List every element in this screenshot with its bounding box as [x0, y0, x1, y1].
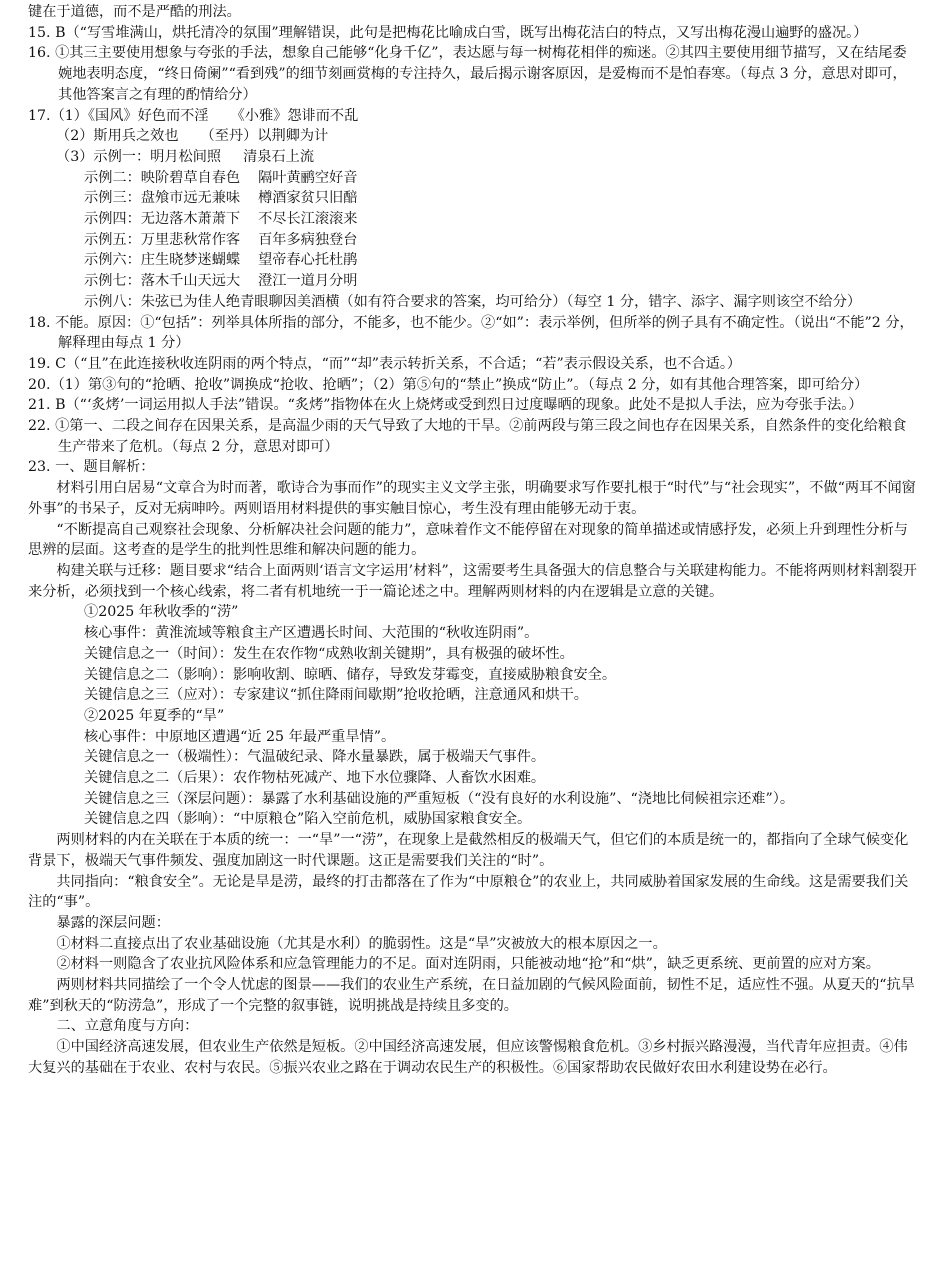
essay-para-4: 两则材料的内在关联在于本质的统一：一“旱”一“涝”，在现象上是截然相反的极端天气，但它们的本质是统一的，都指向了全球气候变化背景下，极端天气事件频发、强度加剧这一时代课题。这正是需要我们关注的“时”。	[28, 832, 909, 869]
essay-para-5: 共同指向：“粮食安全”。无论是旱是涝，最终的打击都落在了作为“中原粮仓”的农业上，共同威胁着国家发展的生命线。这是需要我们关注的“事”。	[28, 873, 909, 911]
material-1-info-2: 关键信息之二（影响）：影响收割、晾晒、储存，导致发芽霉变，直接威胁粮食安全。	[84, 666, 617, 683]
material-1-title: ①2025 年秋收季的“涝”	[84, 604, 239, 621]
answer-17-1: 17.（1）《国风》好色而不淫 《小雅》怨诽而不乱	[28, 107, 359, 124]
material-2-info-4: 关键信息之四（影响）：“中原粮仓”陷入空前危机，威胁国家粮食安全。	[84, 811, 532, 828]
material-1-info-3: 关键信息之三（应对）：专家建议“抓住降雨间歇期”抢收抢晒，注意通风和烘干。	[84, 687, 588, 704]
example-8: 示例八：朱弦已为佳人绝青眼聊因美酒横（如有符合要求的答案，均可给分）（每空 1 分，错字、添字、漏字则该空不给分）	[84, 293, 862, 310]
material-2-core: 核心事件：中原地区遭遇“近 25 年最严重旱情”。	[84, 728, 396, 745]
essay-para-7: ①材料二直接点出了农业基础设施（尤其是水利）的脆弱性。这是“旱”灾被放大的根本原因之一。	[56, 935, 667, 952]
essay-para-1: 材料引用白居易“文章合为时而著，歌诗合为事而作”的现实主义文学主张，明确要求写作要扎根于“时代”与“社会现实”，不做“两耳不闻窗外事”的书呆子，反对无病呻吟。两则语用材料提供的事实触目惊心，考生没有理由能够无动于衷。	[28, 480, 916, 517]
answer-21: 21. B（“‘炙烤’一词运用拟人手法”错误。“炙烤”指物体在火上烧烤或受到烈日过度曝晒的现象。此处不是拟人手法，应为夸张手法。）	[28, 397, 863, 414]
answer-18: 18. 不能。原因：①“包括”：列举具体所指的部分，不能多，也不能少。②“如”：表示举例，但所举的例子具有不确定性。（说出“不能”2 分，解释理由每点 1 分）	[28, 314, 914, 352]
answer-22: 22. ①第一、二段之间存在因果关系，是高温少雨的天气导致了大地的干旱。②前两段与第三段之间也存在因果关系，自然条件的变化给粮食生产带来了危机。（每点 2 分，意思对即可）	[28, 418, 907, 455]
answer-19: 19. C（“且”在此连接秋收连阴雨的两个特点，“而”“却”表示转折关系，不合适；“若”表示假设关系，也不合适。）	[28, 355, 742, 372]
material-2-info-2: 关键信息之二（后果）：农作物枯死减产、地下水位骤降、人畜饮水困难。	[84, 770, 546, 787]
section-2-heading: 二、立意角度与方向：	[56, 1018, 199, 1035]
material-2-info-1: 关键信息之一（极端性）：气温破纪录、降水量暴跌，属于极端天气事件。	[84, 749, 546, 766]
essay-para-9: 两则材料共同描绘了一个令人忧虑的图景——我们的农业生产系统，在日益加剧的气候风险面前，韧性不足，适应性不强。从夏天的“抗旱难”到秋天的“防涝急”，形成了一个完整的叙事链，说明挑战是持续且多变的。	[28, 977, 915, 1014]
material-2-title: ②2025 年夏季的“旱”	[84, 707, 225, 724]
answer-20: 20.（1）第③句的“抢晒、抢收”调换成“抢收、抢晒”；（2）第⑤句的“禁止”换成“防止”。（每点 2 分，如有其他合理答案，即可给分）	[28, 376, 869, 393]
essay-para-8: ②材料一则隐含了农业抗风险体系和应急管理能力的不足。面对连阴雨，只能被动地“抢”和“烘”，缺乏更系统、更前置的应对方案。	[56, 956, 880, 973]
answer-17-2: （2）斯用兵之效也 （至丹）以荆卿为计	[56, 128, 329, 145]
answer-17	[28, 106, 918, 313]
essay-para-11: ①中国经济高速发展，但农业生产依然是短板。②中国经济高速发展，但应该警惕粮食危机。③乡村振兴路漫漫，当代青年应担责。④伟大复兴的基础在于农业、农村与农民。⑤振兴农业之路在于调动农民生产的积极性。⑥国家帮助农民做好农田水利建设势在必行。	[28, 1039, 908, 1076]
answer-page	[28, 2, 918, 1079]
essay-para-3: 构建关联与迁移：题目要求“结合上面两则‘语言文字运用’材料”，这需要考生具备强大的信息整合与关联建构能力。不能将两则材料割裂开来分析，必须找到一个核心线索，将二者有机地统一于一篇论述之中。理解两则材料的内在逻辑是立意的关键。	[28, 562, 917, 600]
answer-15: 15. B（“写雪堆满山，烘托清冷的氛围”理解错误，此句是把梅花比喻成白雪，既写出梅花洁白的特点，又写出梅花漫山遍野的盛况。）	[28, 24, 868, 41]
answer-23-heading: 23. 一、题目解析：	[28, 459, 155, 476]
answer-16: 16. ①其三主要使用想象与夸张的手法，想象自己能够“化身千亿”，表达愿与每一树梅花相伴的痴迷。②其四主要使用细节描写，又在结尾委婉地表明态度，“终日倚阑”“看到残”的细节刻画赏梅的专注持久，最后揭示谢客原因，是爱梅而不是怕春寒。（每点 3 分，意思对即可，其他答案言之有理的酌情给分）	[28, 45, 907, 103]
example-2: 示例二：映阶碧草自春色 隔叶黄鹂空好音	[84, 169, 358, 186]
answer-17-3: （3）示例一：明月松间照 清泉石上流	[56, 148, 315, 165]
essay-para-6: 暴露的深层问题：	[56, 914, 170, 931]
material-1-core: 核心事件：黄淮流域等粮食主产区遭遇长时间、大范围的“秋收连阴雨”。	[84, 625, 539, 642]
example-4: 示例四：无边落木萧萧下 不尽长江滚滚来	[84, 211, 358, 228]
example-6: 示例六：庄生晓梦迷蝴蝶 望帝春心托杜鹃	[84, 252, 358, 269]
example-3: 示例三：盘飧市远无兼味 樽酒家贫只旧醅	[84, 190, 358, 207]
example-5: 示例五：万里悲秋常作客 百年多病独登台	[84, 231, 358, 248]
continued-line: 键在于道德，而不是严酷的刑法。	[28, 4, 241, 20]
example-7: 示例七：落木千山天远大 澄江一道月分明	[84, 273, 358, 290]
material-2-info-3: 关键信息之三（深层问题）：暴露了水利基础设施的严重短板（“没有良好的水利设施”、“浇地比伺候祖宗还难”）。	[84, 790, 795, 807]
material-1-info-1: 关键信息之一（时间）：发生在农作物“成熟收割关键期”，具有极强的破坏性。	[84, 645, 574, 662]
essay-para-2: “不断提高自己观察社会现象、分析解决社会问题的能力”，意味着作文不能停留在对现象的简单描述或情感抒发，必须上升到理性分析与思辨的层面。这考查的是学生的批判性思维和解决问题的能力。	[28, 521, 908, 559]
